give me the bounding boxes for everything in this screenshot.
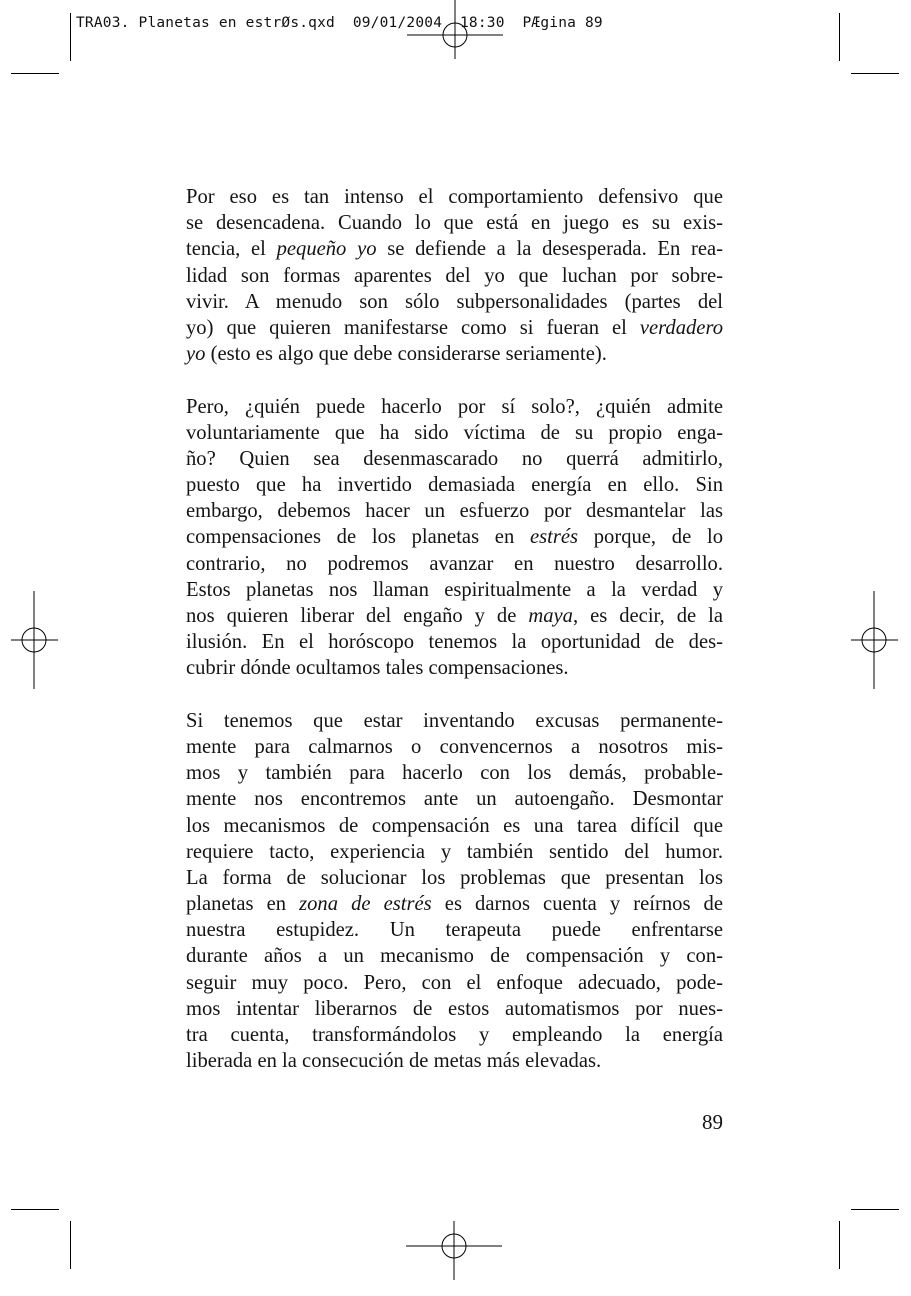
crop-mark (851, 1209, 899, 1210)
text-line: requiere tacto, experiencia y también sentido del humor. (186, 840, 723, 863)
text-line: vivir. A menudo son sólo subpersonalidades (partes del (186, 290, 723, 313)
text-line: planetas en zona de estrés es darnos cuenta y reírnos de (186, 893, 723, 916)
italic-term: zona de estrés (299, 893, 432, 916)
text-line: ño? Quien sea desenmascarado no querrá admitirlo, (186, 447, 723, 470)
italic-term: verdadero (639, 316, 723, 339)
paragraph (186, 184, 723, 367)
text-line: compensaciones de los planetas en estrés porque, de lo (186, 526, 723, 549)
text-line: tra cuenta, transformándolos y empleando la energía (186, 1024, 723, 1046)
text-line: yo) que quieren manifestarse como si fueran el verdadero (186, 316, 723, 339)
text-line: La forma de solucionar los problemas que presentan los (186, 866, 723, 889)
crop-mark (11, 73, 59, 74)
italic-term: yo (186, 343, 206, 366)
text-line: contrario, no podremos avanzar en nuestro desarrollo. (186, 552, 723, 575)
text-line: voluntariamente que ha sido víctima de su propio enga- (186, 421, 723, 444)
text-line: yo (esto es algo que debe considerarse seriamente). (186, 343, 607, 366)
paragraph (186, 394, 723, 682)
text-line: lidad son formas aparentes del yo que luchan por sobre- (186, 264, 723, 287)
text-line: tencia, el pequeño yo se defiende a la desesperada. En rea- (186, 238, 723, 261)
text-line: nos quieren liberar del engaño y de maya, es decir, de la (186, 605, 723, 627)
text-line: Si tenemos que estar inventando excusas permanente- (186, 709, 723, 732)
text-line: puesto que ha invertido demasiada energía en ello. Sin (186, 474, 723, 497)
registration-mark-icon (0, 591, 84, 691)
crop-mark (11, 1209, 59, 1210)
registration-mark-icon (824, 591, 911, 691)
text-line: cubrir dónde ocultamos tales compensaciones. (186, 657, 569, 680)
text-line: los mecanismos de compensación es una tarea difícil que (186, 814, 723, 837)
text-line: mente nos encontremos ante un autoengaño. Desmontar (186, 788, 723, 811)
crop-mark (839, 13, 840, 61)
text-line: durante años a un mecanismo de compensación y con- (186, 945, 723, 968)
text-line: mos intentar liberarnos de estos automatismos por nues- (186, 997, 723, 1020)
paragraph (186, 708, 723, 1075)
print-slug-line: TRA03. Planetas en estrØs.qxd 09/01/2004 18:30 PÆgina 89 (76, 15, 603, 31)
italic-term: maya (528, 605, 573, 627)
text-line: ilusión. En el horóscopo tenemos la oportunidad de des- (186, 631, 723, 654)
text-line: Por eso es tan intenso el comportamiento defensivo que (186, 186, 723, 208)
text-line: seguir muy poco. Pero, con el enfoque adecuado, pode- (186, 971, 723, 994)
crop-mark (851, 73, 899, 74)
text-line: mos y también para hacerlo con los demás, probable- (186, 762, 723, 785)
registration-mark-icon (405, 0, 505, 87)
crop-mark (70, 1221, 71, 1269)
text-line: embargo, debemos hacer un esfuerzo por desmantelar las (186, 500, 723, 523)
body-text (186, 184, 723, 1101)
text-line: liberada en la consecución de metas más elevadas. (186, 1050, 602, 1073)
page-number: 89 (702, 1110, 723, 1134)
registration-mark-icon (404, 1196, 504, 1296)
crop-mark (839, 1221, 840, 1269)
italic-term: pequeño yo (276, 238, 377, 261)
text-line: Pero, ¿quién puede hacerlo por sí solo?, ¿quién admite (186, 395, 723, 418)
text-line: nuestra estupidez. Un terapeuta puede enfrentarse (186, 919, 723, 942)
text-line: se desencadena. Cuando lo que está en juego es su exis- (186, 212, 723, 235)
italic-term: estrés (529, 526, 579, 549)
text-line: mente para calmarnos o convencernos a nosotros mis- (186, 735, 723, 758)
crop-mark (70, 13, 71, 61)
text-line: Estos planetas nos llaman espiritualmente a la verdad y (186, 578, 723, 601)
